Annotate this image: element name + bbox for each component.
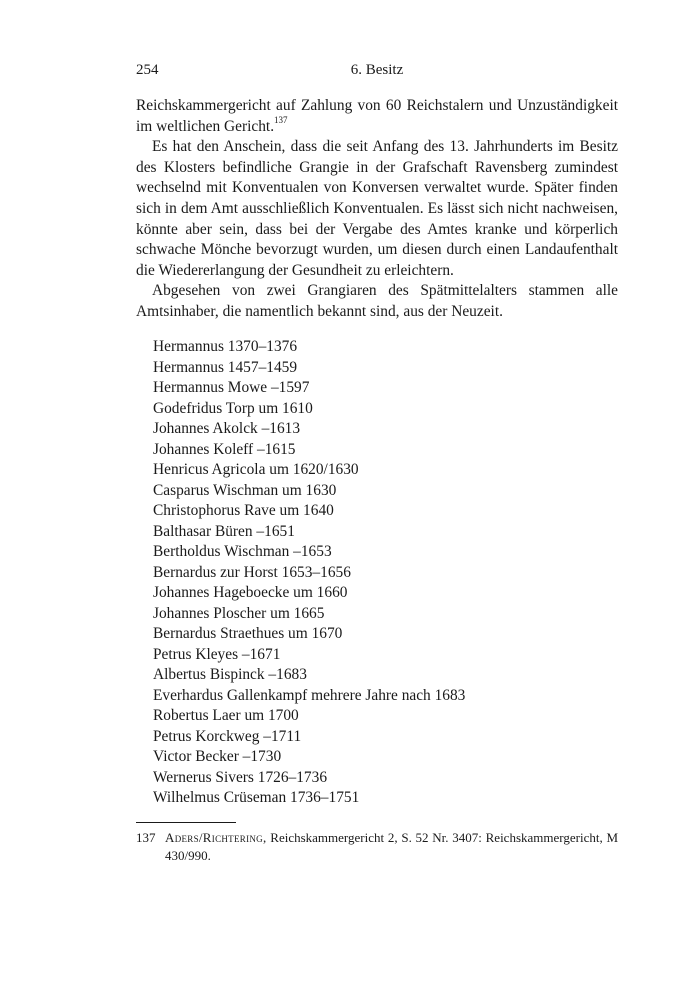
running-head xyxy=(136,62,618,82)
paragraph-1-text: Reichskammergericht auf Zahlung von 60 Reichstalern und Unzuständigkeit im weltlichen Gericht. xyxy=(136,97,618,135)
officeholder-entry: Johannes Ploscher um 1665 xyxy=(153,604,325,622)
officeholder-entry: Wernerus Sivers 1726–1736 xyxy=(153,768,328,786)
footnote-divider xyxy=(136,822,236,823)
officeholder-entry: Balthasar Büren –1651 xyxy=(153,522,295,540)
paragraph-3: Abgesehen von zwei Grangiaren des Spätmittelalters stammen alle Amtsinhaber, die namentlich bekannt sind, aus der Neuzeit. xyxy=(136,282,618,320)
officeholder-list xyxy=(153,337,613,809)
officeholder-entry: Johannes Akolck –1613 xyxy=(153,420,301,437)
footnote-text xyxy=(165,829,618,865)
officeholder-entry: Albertus Bispinck –1683 xyxy=(153,666,307,683)
paragraph-2: Es hat den Anschein, dass die seit Anfang des 13. Jahrhunderts im Besitz des Klosters befindliche Grangie in der Grafschaft Ravensberg zumindest wechselnd mit Konventualen von Konversen verwaltet wurde. Später finden sich in dem Amt ausschließlich Konventualen. Es lässt sich nicht nachweisen, könnte aber sein, dass bei der Vergabe des Amtes kranke und körperlich schwache Mönche bevorzugt wurden, um diesen durch einen Landaufenthalt die Wiedererlangung der Gesundheit zu erleichtern. xyxy=(136,138,618,279)
officeholder-entry: Victor Becker –1730 xyxy=(153,748,282,765)
officeholder-entry: Robertus Laer um 1700 xyxy=(153,707,299,724)
officeholder-entry: Wilhelmus Crüseman 1736–1751 xyxy=(153,789,360,806)
officeholder-entry: Everhardus Gallenkampf mehrere Jahre nach 1683 xyxy=(153,686,466,704)
officeholder-entry: Johannes Hageboecke um 1660 xyxy=(153,584,348,601)
officeholder-entry: Godefridus Torp um 1610 xyxy=(153,399,313,417)
officeholder-entry: Hermannus 1370–1376 xyxy=(153,338,298,355)
officeholder-entry: Johannes Koleff –1615 xyxy=(153,440,296,458)
footnote-authors: Aders/Richtering, xyxy=(165,830,267,845)
officeholder-entry: Christophorus Rave um 1640 xyxy=(153,502,334,519)
officeholder-entry: Bernardus Straethues um 1670 xyxy=(153,625,343,642)
paragraph-1 xyxy=(136,96,618,137)
officeholder-entry: Hermannus 1457–1459 xyxy=(153,358,298,376)
officeholder-entry: Casparus Wischman um 1630 xyxy=(153,481,337,499)
officeholder-entry: Hermannus Mowe –1597 xyxy=(153,379,310,396)
footnote-reference: Reichskammergericht 2, S. 52 Nr. 3407: Reichskammergericht, M 430/990. xyxy=(165,830,619,863)
officeholder-entry: Petrus Korckweg –1711 xyxy=(153,727,302,745)
footnote-number: 137 xyxy=(136,830,156,845)
page-number: 254 xyxy=(136,62,159,78)
footnote-marker[interactable]: 137 xyxy=(274,115,288,126)
officeholder-entry: Bertholdus Wischman –1653 xyxy=(153,543,332,560)
officeholder-entry: Petrus Kleyes –1671 xyxy=(153,645,281,663)
officeholder-entry: Henricus Agricola um 1620/1630 xyxy=(153,461,359,478)
chapter-title: 6. Besitz xyxy=(350,62,404,78)
body-text xyxy=(136,96,618,323)
officeholder-entry: Bernardus zur Horst 1653–1656 xyxy=(153,563,351,581)
footnote xyxy=(136,829,618,865)
